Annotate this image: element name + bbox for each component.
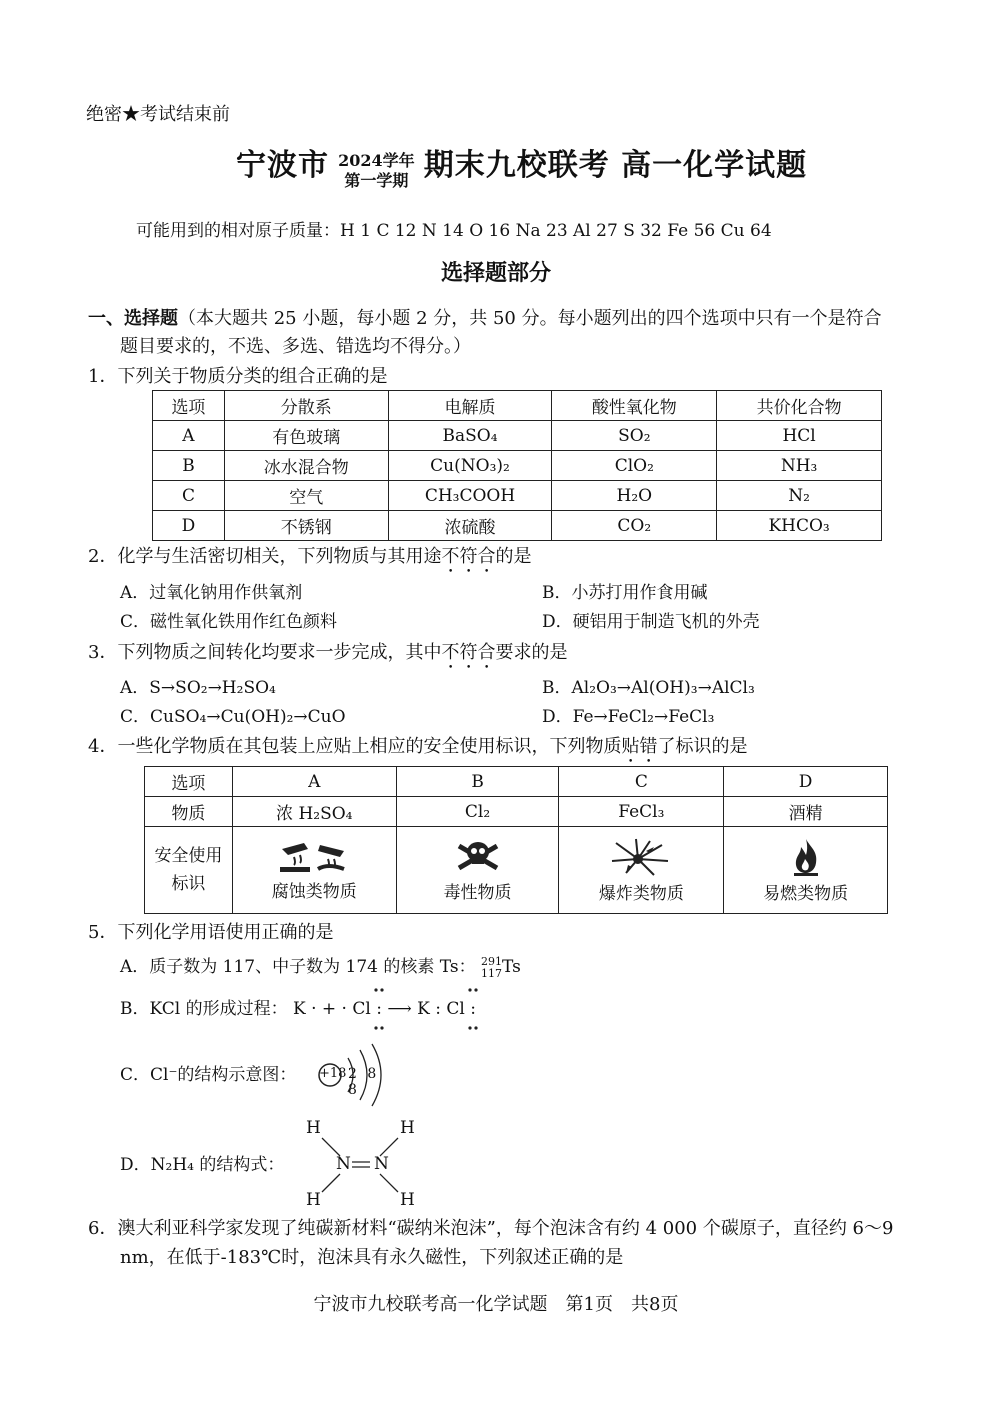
table-header: 选项 — [153, 391, 225, 421]
nuclide-atomic-number: 117 — [481, 966, 503, 980]
table-header: D — [724, 767, 888, 797]
table-cell: 酒精 — [724, 797, 888, 827]
table-cell: H₂O — [552, 481, 717, 511]
atom-h: H — [400, 1190, 415, 1210]
q1-stem: 1．下列关于物质分类的组合正确的是 — [88, 366, 388, 387]
corrosive-sign-icon — [274, 839, 354, 875]
table-row — [145, 827, 888, 914]
table-header: B — [396, 767, 559, 797]
q3-option-b: B．Al₂O₃→Al(OH)₃→AlCl₃ — [542, 678, 755, 698]
q3-stem-post: 要求的是 — [495, 642, 568, 663]
table-cell — [559, 827, 724, 914]
sign-label: 爆炸类物质 — [598, 883, 684, 904]
explosion-icon — [606, 837, 676, 877]
table-header: 酸性氧化物 — [552, 391, 717, 421]
q2-stem-emphasis: 不符合 — [441, 546, 496, 567]
atom-n: N — [336, 1154, 351, 1174]
table-cell — [724, 827, 888, 914]
table-cell: Cl₂ — [396, 797, 559, 827]
q5-option-c: C．Cl⁻的结构示意图： — [120, 1065, 297, 1085]
atom-n: N — [374, 1154, 389, 1174]
table-cell: ClO₂ — [552, 451, 717, 481]
secret-label: 绝密★考试结束前 — [86, 104, 230, 125]
section-title: 选择题部分 — [440, 260, 551, 286]
q3-option-d: D．Fe→FeCl₂→FeCl₃ — [542, 707, 715, 727]
q5-option-d: D．N₂H₄ 的结构式： — [120, 1155, 285, 1175]
table-cell: CO₂ — [552, 511, 717, 541]
table-cell: 浓硫酸 — [388, 511, 552, 541]
table-cell — [232, 827, 396, 914]
table-header: 电解质 — [388, 391, 552, 421]
table-cell: D — [153, 511, 225, 541]
q4-stem — [88, 734, 747, 767]
table-cell: CH₃COOH — [388, 481, 552, 511]
part1-heading: 一、选择题 — [88, 308, 178, 329]
q2-stem-pre: 2．化学与生活密切相关，下列物质与其用途 — [88, 546, 442, 567]
title-city: 宁波市 — [236, 148, 329, 183]
table-header: 共价化合物 — [717, 391, 882, 421]
table-row — [153, 481, 882, 511]
title-year: 2024学年 — [338, 150, 415, 170]
q3-option-c: C．CuSO₄→Cu(OH)₂→CuO — [120, 707, 346, 727]
q2-option-a: A．过氧化钠用作供氧剂 — [120, 583, 303, 603]
table-row — [153, 421, 882, 451]
page-footer: 宁波市九校联考高一化学试题 第1页 共8页 — [313, 1294, 679, 1315]
q5-stem: 5．下列化学用语使用正确的是 — [88, 922, 334, 943]
table-header: A — [232, 767, 396, 797]
table-row — [153, 391, 882, 421]
q6-stem-line2: nm，在低于-183℃时，泡沫具有永久磁性，下列叙述正确的是 — [120, 1247, 624, 1268]
sign-label: 腐蚀类物质 — [271, 881, 357, 902]
q4-table — [144, 766, 888, 914]
table-row — [145, 797, 888, 827]
part1-intro-line2: 题目要求的，不选、多选、错选均不得分。） — [120, 336, 471, 357]
atom-h: H — [400, 1118, 415, 1138]
skull-crossbones-icon — [453, 838, 503, 876]
q1-table — [152, 390, 882, 541]
table-cell: 安全使用标识 — [145, 827, 233, 914]
table-header: 选项 — [145, 767, 233, 797]
n2h4-structure — [300, 1116, 420, 1212]
electron-shells: 2 8 8 — [348, 1066, 380, 1098]
nuclide-symbol: Ts — [502, 957, 521, 977]
q2-option-d: D．硬铝用于制造飞机的外壳 — [542, 612, 760, 632]
table-cell: 浓 H₂SO₄ — [232, 797, 396, 827]
nucleus-charge: +18 — [319, 1066, 347, 1081]
title-year-term — [338, 151, 415, 191]
table-cell: 有色玻璃 — [224, 421, 388, 451]
sign-label: 毒性物质 — [443, 882, 512, 903]
q2-option-b: B．小苏打用作食用碱 — [542, 583, 708, 603]
page-title — [236, 140, 807, 190]
q3-stem-pre: 3．下列物质之间转化均要求一步完成，其中 — [88, 642, 442, 663]
table-cell: BaSO₄ — [388, 421, 552, 451]
q5-option-b-text: B．KCl 的形成过程： — [120, 999, 288, 1019]
table-cell: B — [153, 451, 225, 481]
table-cell: KHCO₃ — [717, 511, 882, 541]
atom-h: H — [306, 1118, 321, 1138]
table-cell: HCl — [717, 421, 882, 451]
title-main: 期末九校联考 高一化学试题 — [423, 148, 808, 183]
q4-stem-pre: 4．一些化学物质在其包装上应贴上相应的安全使用标识，下列物质 — [88, 736, 622, 757]
table-cell: C — [153, 481, 225, 511]
table-header: C — [559, 767, 724, 797]
table-cell: 空气 — [224, 481, 388, 511]
q4-stem-post: 了标识的是 — [657, 736, 748, 757]
table-cell: 物质 — [145, 797, 233, 827]
atom-h: H — [306, 1190, 321, 1210]
q3-option-a: A．S→SO₂→H₂SO₄ — [120, 678, 276, 698]
table-header: 分散系 — [224, 391, 388, 421]
q2-stem-post: 的是 — [495, 546, 532, 567]
table-cell — [396, 827, 559, 914]
table-cell: 不锈钢 — [224, 511, 388, 541]
table-cell: SO₂ — [552, 421, 717, 451]
q2-option-c: C．磁性氧化铁用作红色颜料 — [120, 612, 338, 632]
flame-icon — [786, 837, 826, 877]
table-cell: 冰水混合物 — [224, 451, 388, 481]
table-row — [145, 767, 888, 797]
nuclide-numbers — [481, 956, 502, 980]
q2-stem — [88, 544, 531, 577]
table-row — [153, 511, 882, 541]
part1-intro — [88, 306, 882, 332]
table-cell: Cu(NO₃)₂ — [388, 451, 552, 481]
q3-stem — [88, 640, 567, 673]
sign-label: 易燃类物质 — [763, 883, 849, 904]
q5-option-a — [120, 954, 521, 980]
title-term: 第一学期 — [344, 170, 409, 190]
cl-ion-structure-diagram — [318, 1040, 398, 1110]
nuclide-mass-number: 291 — [481, 954, 503, 968]
q3-stem-emphasis: 不符合 — [441, 642, 496, 663]
part1-intro-line1: （本大题共 25 小题，每小题 2 分，共 50 分。每小题列出的四个选项中只有一个是符合 — [178, 308, 882, 329]
table-row — [153, 451, 882, 481]
q6-stem-line1: 6．澳大利亚科学家发现了纯碳新材料“碳纳米泡沫”，每个泡沫含有约 4 000 个碳原子，直径约 6～9 — [88, 1218, 894, 1239]
table-cell: FeCl₃ — [559, 797, 724, 827]
kcl-formation-formula: K · + · Cl : ⟶ K : Cl : — [293, 999, 476, 1019]
table-cell: A — [153, 421, 225, 451]
table-cell: NH₃ — [717, 451, 882, 481]
q5-option-a-text: A．质子数为 117、中子数为 174 的核素 Ts： — [120, 957, 476, 977]
q4-stem-emphasis: 贴错 — [621, 736, 658, 757]
electron-dots-icon — [360, 984, 500, 1034]
atomic-masses: 可能用到的相对原子质量：H 1 C 12 N 14 O 16 Na 23 Al 27 S 32 Fe 56 Cu 64 — [136, 221, 772, 241]
table-cell: N₂ — [717, 481, 882, 511]
